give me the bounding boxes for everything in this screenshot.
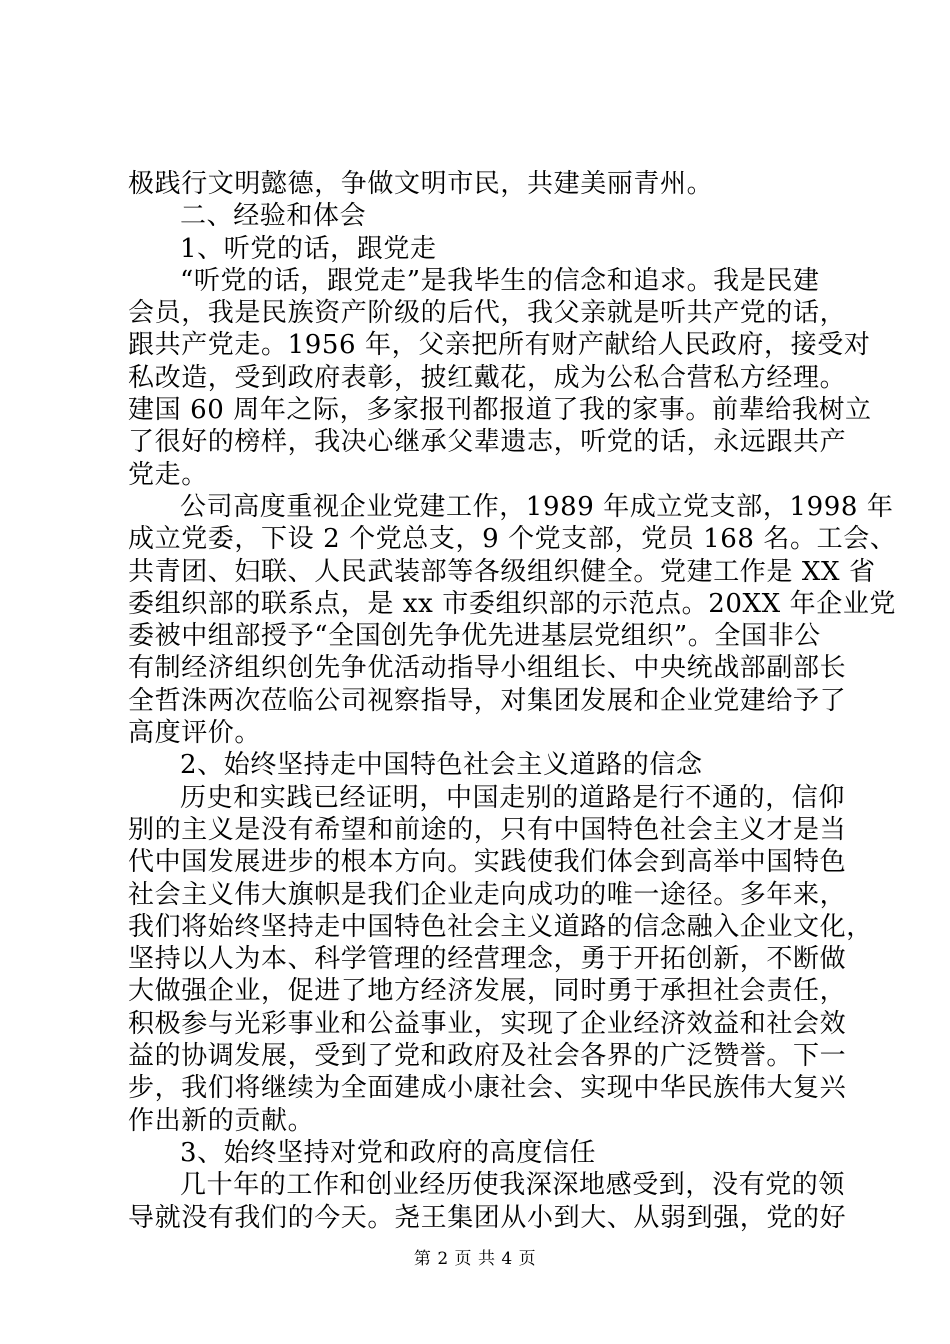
subsection-heading: 2、始终坚持走中国特色社会主义道路的信念 — [180, 750, 703, 781]
page-number-footer: 第 2 页 共 4 页 — [413, 1249, 537, 1269]
text-line: 公司高度重视企业党建工作，1989 年成立党支部，1998 年 — [180, 491, 894, 522]
text-line: 历史和实践已经证明，中国走别的道路是行不通的，信仰 — [180, 782, 846, 813]
text-line: 社会主义伟大旗帜是我们企业走向成功的唯一途径。多年来， — [128, 879, 847, 910]
text-line: 极践行文明懿德，争做文明市民，共建美丽青州。 — [128, 169, 714, 199]
text-line: 会员，我是民族资产阶级的后代，我父亲就是听共产党的话， — [128, 298, 847, 329]
text-line: 别的主义是没有希望和前途的，只有中国特色社会主义才是当 — [128, 814, 847, 845]
text-line: 坚持以人为本、科学管理的经营理念，勇于开拓创新，不断做 — [128, 944, 847, 975]
text-line: 党走。 — [128, 459, 208, 490]
subsection-heading: 3、始终坚持对党和政府的高度信任 — [180, 1137, 597, 1168]
text-line: 了很好的榜样，我决心继承父辈遗志，听党的话，永远跟共产 — [128, 427, 847, 458]
text-line: 跟共产党走。1956 年，父亲把所有财产献给人民政府，接受对 — [128, 330, 871, 361]
text-line: 益的协调发展，受到了党和政府及社会各界的广泛赞誉。下一 — [128, 1041, 847, 1072]
document-body — [128, 168, 897, 1234]
text-line: 导就没有我们的今天。尧王集团从小到大、从弱到强，党的好 — [128, 1202, 847, 1233]
text-line: 成立党委，下设 2 个党总支，9 个党支部，党员 168 名。工会、 — [128, 524, 897, 555]
text-line: “听党的话，跟党走”是我毕生的信念和追求。我是民建 — [180, 265, 820, 296]
text-line: 全哲洙两次莅临公司视察指导，对集团发展和企业党建给予了 — [128, 685, 847, 716]
text-line: 几十年的工作和创业经历使我深深地感受到，没有党的领 — [180, 1170, 846, 1201]
text-line: 有制经济组织创先争优活动指导小组组长、中央统战部副部长 — [128, 653, 847, 684]
text-line: 私改造，受到政府表彰，披红戴花，成为公私合营私方经理。 — [128, 362, 847, 393]
text-line: 作出新的贡献。 — [128, 1105, 315, 1136]
section-heading: 二、经验和体会 — [180, 201, 367, 232]
text-line: 委被中组部授予“全国创先争优先进基层党组织”。全国非公 — [128, 621, 821, 652]
text-line: 积极参与光彩事业和公益事业，实现了企业经济效益和社会效 — [128, 1008, 847, 1039]
text-line: 高度评价。 — [128, 718, 262, 749]
text-line: 步，我们将继续为全面建成小康社会、实现中华民族伟大复兴 — [128, 1073, 847, 1104]
text-line: 我们将始终坚持走中国特色社会主义道路的信念融入企业文化， — [128, 911, 873, 942]
text-line: 建国 60 周年之际，多家报刊都报道了我的家事。前辈给我树立 — [128, 395, 872, 426]
text-line: 共青团、妇联、人民武装部等各级组织健全。党建工作是 XX 省 — [128, 556, 876, 587]
subsection-heading: 1、听党的话，跟党走 — [180, 233, 437, 264]
text-line: 委组织部的联系点，是 xx 市委组织部的示范点。20XX 年企业党 — [128, 588, 897, 619]
text-line: 代中国发展进步的根本方向。实践使我们体会到高举中国特色 — [128, 847, 847, 878]
text-line: 大做强企业，促进了地方经济发展，同时勇于承担社会责任， — [128, 976, 847, 1007]
